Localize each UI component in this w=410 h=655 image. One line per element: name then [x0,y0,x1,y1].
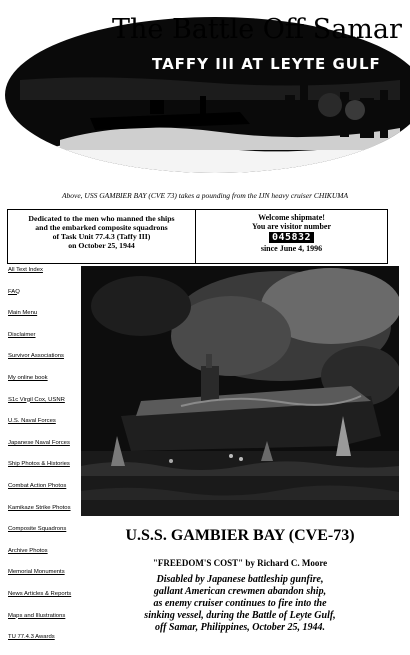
painting-credit [80,558,400,568]
nav-link-archive-photos[interactable]: Archive Photos [8,547,48,554]
nav-link-main-menu[interactable]: Main Menu [8,310,38,317]
dedication-line: and the embarked composite squadrons [35,223,168,232]
visitor-counter: 045832 [269,232,314,243]
sidebar-nav [8,266,80,655]
visitor-label: You are visitor number [251,222,332,231]
painting-image [81,266,399,516]
nav-link-ship-photos[interactable]: Ship Photos & Histories [8,461,70,468]
page-title: U.S.S. GAMBIER BAY (CVE-73) [125,527,355,544]
nav-link-disclaimer[interactable]: Disclaimer [8,331,36,338]
nav-link-japanese-naval-forces[interactable]: Japanese Naval Forces [8,439,70,446]
banner-caption: Above, USS GAMBIER BAY (CVE 73) takes a pounding from the IJN heavy cruiser CHIKUMA [61,191,349,200]
description-line: sinking vessel, during the Battle of Leyte Gulf, [144,610,336,621]
dedication-line: on October 25, 1944 [68,241,135,250]
info-box [7,209,388,264]
nav-link-online-book[interactable]: My online book [8,374,48,381]
description-line: as enemy cruiser continues to fire into the [153,598,327,609]
site-title: The Battle Off Samar [112,14,402,45]
visitor-since: since June 4, 1996 [260,244,323,253]
nav-link-composite-squadrons[interactable]: Composite Squadrons [8,526,67,533]
nav-link-memorial-monuments[interactable]: Memorial Monuments [8,569,65,576]
nav-link-all-text-index[interactable]: All Text Index [8,267,43,273]
nav-link-faq[interactable]: FAQ [8,288,20,295]
dedication-panel [8,210,196,263]
site-subtitle: TAFFY III AT LEYTE GULF [152,55,381,73]
description-line: off Samar, Philippines, October 25, 1944. [154,622,326,633]
nav-link-virgil-cox[interactable]: S1c Virgil Cox, USNR [8,396,65,403]
description-line: gallant American crewmen abandon ship, [153,586,327,597]
nav-link-awards[interactable]: TU 77.4.3 Awards [8,634,55,641]
dedication-line: Dedicated to the men who manned the ships [28,214,175,223]
description-line: Disabled by Japanese battleship gunfire, [156,574,324,585]
welcome-text: Welcome shipmate! [258,213,325,222]
nav-link-us-naval-forces[interactable]: U.S. Naval Forces [8,418,56,425]
dedication-line: of Task Unit 77.4.3 (Taffy III) [52,232,151,241]
visitor-panel [196,210,387,263]
painting-name: "FREEDOM'S COST" [152,558,244,568]
painting-artist: by Richard C. Moore [245,558,328,568]
nav-link-maps-illustrations[interactable]: Maps and Illustrations [8,612,66,619]
painting-description [85,574,395,634]
nav-link-survivor-associations[interactable]: Survivor Associations [8,353,64,360]
nav-link-combat-action-photos[interactable]: Combat Action Photos [8,482,67,489]
nav-link-news-articles[interactable]: News Articles & Reports [8,590,72,597]
header-banner [0,0,410,192]
nav-link-kamikaze-strike-photos[interactable]: Kamikaze Strike Photos [8,504,71,511]
